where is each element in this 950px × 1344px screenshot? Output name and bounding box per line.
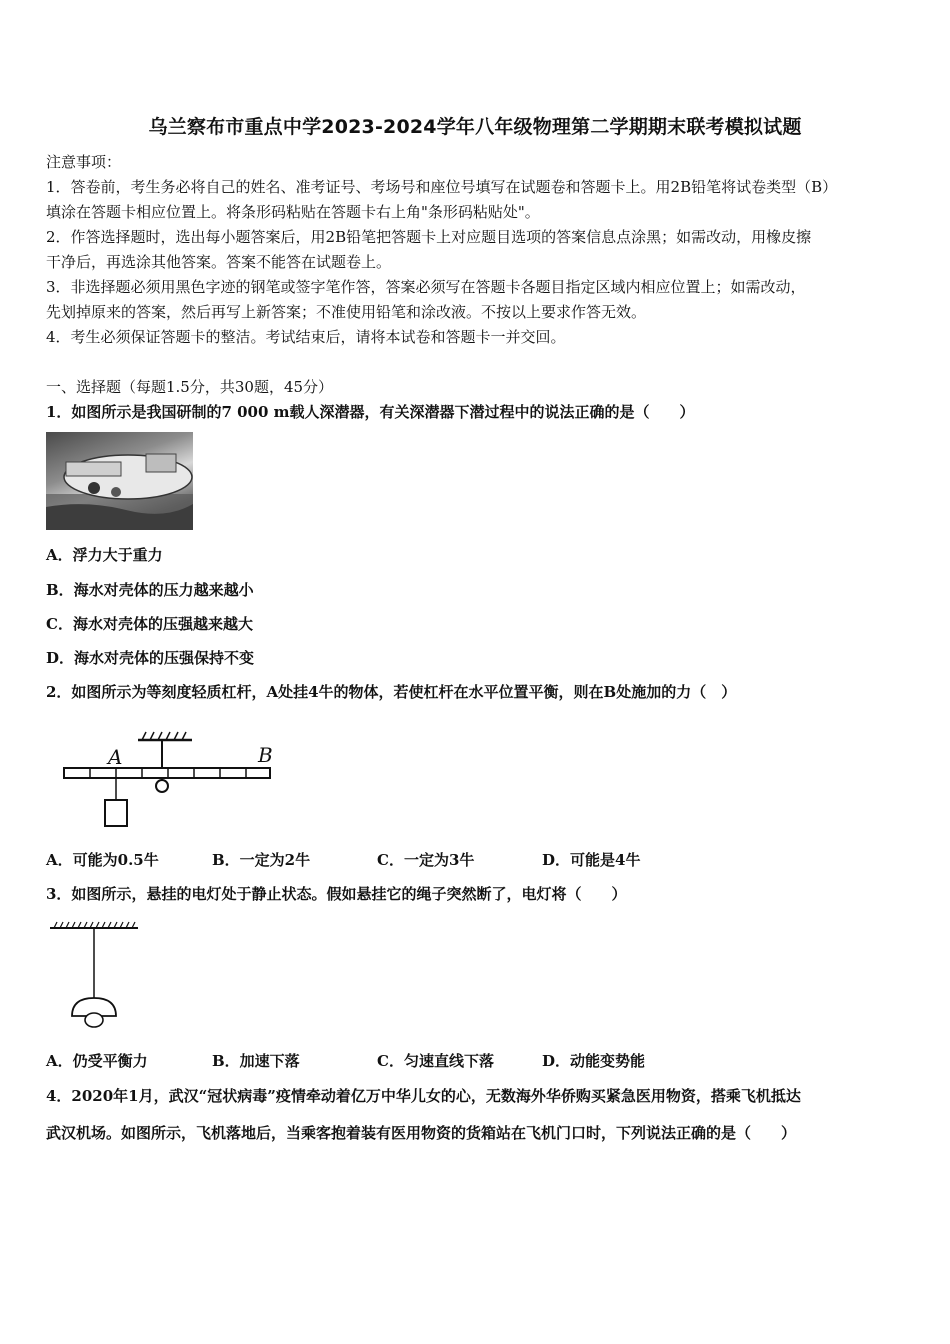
option-d: D．可能是4牛 xyxy=(542,851,641,869)
notice-line: 2．作答选择题时，选出每小题答案后，用2B铅笔把答题卡上对应题目选项的答案信息点涂黑；如需改动，用橡皮擦 xyxy=(46,228,812,246)
option-c: C．匀速直线下落 xyxy=(377,1052,494,1070)
question-4-stem-line: 武汉机场。如图所示，飞机落地后，当乘客抱着装有医用物资的货箱站在飞机门口时，下列说法正确的是（ ） xyxy=(46,1124,797,1142)
label-b: B xyxy=(258,743,273,767)
notice-line: 3．非选择题必须用黑色字迹的钢笔或签字笔作答，答案必须写在答题卡各题目指定区域内相应位置上；如需改动， xyxy=(46,278,806,296)
option-c: C．一定为3牛 xyxy=(377,851,475,869)
page-title: 乌兰察布市重点中学2023-2024学年八年级物理第二学期期末联考模拟试题 xyxy=(148,116,802,138)
option-b: B．加速下落 xyxy=(212,1052,300,1070)
option-b: B．海水对壳体的压力越来越小 xyxy=(46,581,254,599)
option-c: C．海水对壳体的压强越来越大 xyxy=(46,615,253,633)
question-2-stem: 2．如图所示为等刻度轻质杠杆，A处挂4牛的物体，若使杠杆在水平位置平衡，则在B处施加的力（ ） xyxy=(46,683,737,701)
option-b: B．一定为2牛 xyxy=(212,851,311,869)
option-d: D．海水对壳体的压强保持不变 xyxy=(46,649,255,667)
question-3-stem: 3．如图所示，悬挂的电灯处于静止状态。假如悬挂它的绳子突然断了，电灯将（ ） xyxy=(46,885,627,903)
notice-line: 先划掉原来的答案，然后再写上新答案；不准使用铅笔和涂改液。不按以上要求作答无效。 xyxy=(46,303,647,321)
notice-line: 干净后，再选涂其他答案。答案不能答在试题卷上。 xyxy=(46,253,392,271)
option-a: A．可能为0.5牛 xyxy=(46,851,159,869)
question-1-stem: 1．如图所示是我国研制的7 000 m载人深潜器，有关深潜器下潜过程中的说法正确的是（ ） xyxy=(46,403,695,421)
notice-line: 4．考生必须保证答题卡的整洁。考试结束后，请将本试卷和答题卡一并交回。 xyxy=(46,328,566,346)
option-a: A．仍受平衡力 xyxy=(46,1052,148,1070)
section-heading: 一、选择题（每题1.5分，共30题，45分） xyxy=(46,378,334,396)
notice-heading: 注意事项： xyxy=(46,153,122,171)
option-a: A．浮力大于重力 xyxy=(46,546,163,564)
question-4-stem-line: 4．2020年1月，武汉“冠状病毒”疫情牵动着亿万中华儿女的心，无数海外华侨购买紧急医用物资，搭乘飞机抵达 xyxy=(46,1087,801,1105)
notice-line: 1．答卷前，考生务必将自己的姓名、准考证号、考场号和座位号填写在试题卷和答题卡上。用2B铅笔将试卷类型（B） xyxy=(46,178,838,196)
label-a: A xyxy=(108,745,123,769)
submersible-photo xyxy=(46,432,193,530)
option-d: D．动能变势能 xyxy=(542,1052,646,1070)
notice-line: 填涂在答题卡相应位置上。将条形码粘贴在答题卡右上角"条形码粘贴处"。 xyxy=(46,203,540,221)
lever-diagram xyxy=(60,730,300,830)
hanging-lamp-diagram xyxy=(46,920,146,1030)
